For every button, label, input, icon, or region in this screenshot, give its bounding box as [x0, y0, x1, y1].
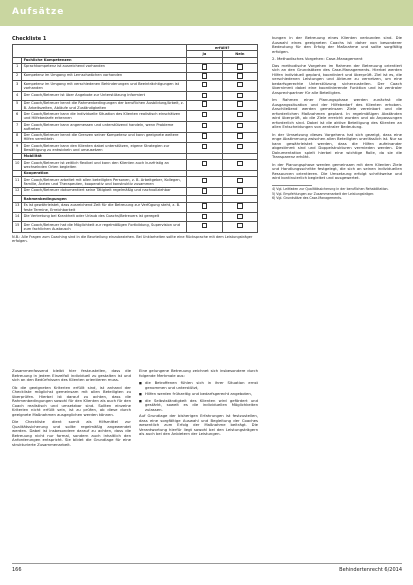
bullet-item: ■ Hilfen werden frühzeitig und bedarfsgerecht angeboten,: [139, 392, 258, 397]
checklist-table: [12, 44, 258, 233]
checklist-row: [13, 63, 258, 72]
section-label: Mobilität: [22, 153, 187, 159]
row-number: 9: [13, 143, 22, 154]
criterion-text: Der Coach/Betreuer dokumentiert seine Tätigkeit regelmäßig und nachvollziehbar: [22, 187, 187, 196]
row-number: 12: [13, 187, 22, 196]
criterion-text: Der Coach/Betreuer kennt die Grenzen seiner Kompetenz und kann geeignete weitere Hilfen vermitteln: [22, 132, 187, 143]
checkbox-ja[interactable]: [202, 93, 208, 99]
checkbox-ja[interactable]: [202, 101, 208, 107]
criterion-text: Der Coach/Betreuer hat die Möglichkeit zur regelmäßigen Fortbildung, Supervision und zum fachlichen Austausch: [22, 222, 187, 233]
checklist-row: [13, 143, 258, 154]
checklist-row: [13, 92, 258, 101]
checkbox-cell-ja: [187, 111, 222, 122]
criterion-text: Der Coach/Betreuer kann die individuelle Situation des Klienten realistisch einschätzen und Hilfebedarfe erkennen: [22, 111, 187, 122]
checklist-col-header: erfüllt?: [187, 45, 258, 51]
paragraph: Eine gelungene Betreuung zeichnet sich insbesondere durch folgende Merkmale aus:: [139, 368, 258, 378]
checkbox-cell-ja: [187, 202, 222, 213]
checkbox-cell-ja: [187, 81, 222, 92]
paragraph: In der Planungsphase werden gemeinsam mit dem Klienten Ziele und Handlungsschritte festgelegt, die sich an seinen individuellen Ressourcen orientieren. Die Umsetzung erfolgt schrittweise und wird kontinuierlich begleitet und ausgewertet.: [272, 161, 402, 181]
checklist-row: [13, 100, 258, 111]
checkbox-ja[interactable]: [202, 73, 208, 79]
checklist-row: [13, 122, 258, 133]
checklist-row: [13, 160, 258, 171]
checkbox-ja[interactable]: [202, 214, 208, 220]
checkbox-nein[interactable]: [237, 223, 243, 229]
row-number: 1: [13, 63, 22, 72]
row-number: 14: [13, 213, 22, 222]
checkbox-cell-ja: [187, 222, 222, 233]
checklist-row: [13, 111, 258, 122]
checkbox-cell-nein: [222, 132, 257, 143]
checklist-row: [13, 202, 258, 213]
checkbox-cell-nein: [222, 100, 257, 111]
criterion-text: Der Coach/Betreuer kennt die Rahmenbedingungen der beruflichen Ausbildung/Arbeit, z. B. Arbeitszeiten, Abläufe und Zuständigkeiten: [22, 100, 187, 111]
checkbox-cell-nein: [222, 160, 257, 171]
body-text-left: [12, 369, 258, 450]
checkbox-nein[interactable]: [237, 101, 243, 107]
paragraph: In der Umsetzung dieses Vorgehens hat sich gezeigt, dass eine enge Abstimmung zwischen allen Beteiligten unerlässlich ist. Nur so kann gewährleistet werden, dass die Hilfen aufeinander abgestimmt sind und Doppelstrukturen vermieden werden. Die Dokumentation spielt hierbei eine wichtige Rolle, da sie die Transparenz erhöht.: [272, 131, 402, 160]
criterion-text: Der Coach/Betreuer arbeitet mit allen beteiligten Personen, z. B. Arbeitgeber, Kollegen, Familie, Ärzten und Therapeuten, kooperativ und konstruktiv zusammen: [22, 177, 187, 188]
checkbox-ja[interactable]: [202, 144, 208, 150]
paragraph: Zusammenfassend bleibt hier festzustellen, dass die Betreuung in jedem Einzelfall individuell zu gestalten ist und sich an den Bedürfnissen des Klienten orientieren muss.: [12, 368, 131, 382]
row-number: 10: [13, 160, 22, 171]
criterion-text: Es ist gewährleistet, dass ausreichend Zeit für die Betreuung zur Verfügung steht, z. B. feste Termine, Erreichbarkeit: [22, 202, 187, 213]
checkbox-ja[interactable]: [202, 188, 208, 194]
checkbox-nein[interactable]: [237, 93, 243, 99]
bullet-item: ■ die Betroffenen fühlen sich in ihrer Situation ernst genommen und unterstützt,: [139, 381, 258, 390]
checkbox-nein[interactable]: [237, 178, 243, 184]
checkbox-cell-ja: [187, 92, 222, 101]
checkbox-nein[interactable]: [237, 203, 243, 209]
checklist-row: [13, 132, 258, 143]
checkbox-ja[interactable]: [202, 203, 208, 209]
bullet-item: ■ die Selbstständigkeit des Klienten wird gefördert und gestärkt, soweit es die individuellen Möglichkeiten zulassen.: [139, 399, 258, 413]
footnote: 4) Vgl. Leitfaden zur Qualitätssicherung in der beruflichen Rehabilitation.: [272, 186, 389, 191]
checkbox-cell-nein: [222, 213, 257, 222]
paragraph: Ob die geeigneten Kriterien erfüllt sind, ist anhand der Checkliste möglichst gemeinsam mit allen Beteiligten zu überprüfen. Hierbei ist darauf zu achten, dass die Rahmenbedingungen sowohl für den Klienten als auch für den Coach realistisch und umsetzbar sind. Sollten einzelne Kriterien nicht erfüllt sein, ist zu prüfen, ob diese durch geeignete Maßnahmen ausgeglichen werden können.: [12, 384, 131, 417]
footnote: 5) Vgl. Empfehlungen zur Zusammenarbeit der Leistungsträger.: [272, 191, 375, 196]
checkbox-cell-nein: [222, 63, 257, 72]
checkbox-nein[interactable]: [237, 123, 243, 129]
checkbox-cell-nein: [222, 143, 257, 154]
page-number: 166: [12, 567, 22, 573]
checkbox-cell-ja: [187, 160, 222, 171]
checkbox-nein[interactable]: [237, 144, 243, 150]
checkbox-cell-nein: [222, 72, 257, 81]
paragraph: Das methodische Vorgehen im Rahmen der Betreuung orientiert sich an den Grundsätzen des Case-Managements. Hierbei werden Hilfen individuell geplant, koordiniert und überprüft. Ziel ist es, die verschiedenen Leistungen und Akteure zu vernetzen, um eine bedarfsgerechte Unterstützung sicherzustellen. Der Coach übernimmt dabei eine koordinierende Funktion und ist zentraler Ansprechpartner für alle Beteiligten.: [272, 62, 402, 95]
checkbox-cell-ja: [187, 100, 222, 111]
criterion-text: Der Coach/Betreuer ist über Angebote zur Unterstützung informiert: [22, 92, 187, 101]
checklist-row: [13, 81, 258, 92]
checkbox-nein[interactable]: [237, 161, 243, 167]
paragraph: Im Rahmen einer Planungsphase werden zunächst die Ausgangssituation und der Hilfebedarf des Klienten erhoben. Anschließend werden gemeinsam Ziele vereinbart und die erforderlichen Maßnahmen geplant. In regelmäßigen Abständen wird überprüft, ob die Ziele erreicht wurden und ob Anpassungen erforderlich sind. Dabei ist die aktive Beteiligung des Klienten an allen Entscheidungen von zentraler Bedeutung.: [272, 97, 402, 130]
criterion-text: Der Coach/Betreuer kann den Klienten dabei unterstützen, eigene Strategien zur Bewältigung zu entwickeln und umzusetzen: [22, 143, 187, 154]
checklist-note: N.B.: Alle Fragen zum Coaching sind in die Beurteilung einzubeziehen. Bei Unklarheiten sollte eine Rücksprache mit dem Leistungsträger erfolgen.: [12, 234, 253, 243]
checkbox-cell-nein: [222, 222, 257, 233]
footer-rule: [12, 563, 402, 564]
row-number: 11: [13, 177, 22, 188]
checkbox-cell-nein: [222, 202, 257, 213]
checklist-col-ja: Ja: [187, 51, 222, 57]
checklist-row: [13, 222, 258, 233]
right-column: [272, 36, 402, 202]
journal-name: Behindertenrecht 6/2014: [339, 567, 402, 573]
checkbox-nein[interactable]: [237, 112, 243, 118]
checklist-row: [13, 187, 258, 196]
checkbox-ja[interactable]: [202, 223, 208, 229]
footnote: 6) Vgl. Grundsätze des Case-Managements.: [272, 196, 343, 201]
checkbox-ja[interactable]: [202, 123, 208, 129]
criterion-text: Kompetenz im Umgang mit Lernschwächen vorhanden: [22, 72, 187, 81]
header-band: [0, 0, 413, 26]
checkbox-cell-ja: [187, 187, 222, 196]
row-number: 5: [13, 100, 22, 111]
checkbox-nein[interactable]: [237, 82, 243, 88]
checklist-row: [13, 213, 258, 222]
checkbox-ja[interactable]: [202, 112, 208, 118]
checkbox-cell-nein: [222, 177, 257, 188]
checkbox-cell-ja: [187, 213, 222, 222]
checkbox-cell-nein: [222, 187, 257, 196]
row-number: 7: [13, 122, 22, 133]
criterion-text: Sprachkompetenz ist ausreichend vorhanden: [22, 63, 187, 72]
checkbox-nein[interactable]: [237, 64, 243, 70]
row-number: 8: [13, 132, 22, 143]
section-label: Rahmenbedingungen: [22, 196, 187, 202]
checkbox-nein[interactable]: [237, 188, 243, 194]
checkbox-cell-ja: [187, 63, 222, 72]
checkbox-ja[interactable]: [202, 178, 208, 184]
paragraph: Die Checkliste dient somit als Hilfsmittel zur Qualitätssicherung und sollte regelmäßig angewendet werden. Dabei ist insbesondere darauf zu achten, dass die Betreuung nicht nur formal, sondern auch inhaltlich den Anforderungen entspricht. Sie bildet die Grundlage für eine strukturierte Zusammenarbeit.: [12, 419, 131, 447]
row-number: 6: [13, 111, 22, 122]
checklist-row: [13, 72, 258, 81]
section-label: Kooperation: [22, 170, 187, 176]
checkbox-nein[interactable]: [237, 133, 243, 139]
checkbox-cell-ja: [187, 132, 222, 143]
criterion-text: Der Coach/Betreuer ist zeitlich flexibel und kann den Klienten auch kurzfristig an wechselnden Orten begleiten: [22, 160, 187, 171]
checkbox-ja[interactable]: [202, 64, 208, 70]
row-number: 13: [13, 202, 22, 213]
checkbox-ja[interactable]: [202, 161, 208, 167]
checkbox-nein[interactable]: [237, 214, 243, 220]
checkbox-cell-nein: [222, 111, 257, 122]
criterion-text: Der Coach/Betreuer kann angemessen und unterstützend handeln, wenn Probleme auftreten: [22, 122, 187, 133]
checklist-row: [13, 177, 258, 188]
body-col-2: [139, 369, 258, 450]
section-label: Fachliche Kompetenzen: [22, 57, 187, 63]
row-number: 3: [13, 81, 22, 92]
checklist-col-nein: Nein: [222, 51, 257, 57]
checkbox-cell-ja: [187, 122, 222, 133]
checkbox-ja[interactable]: [202, 82, 208, 88]
paragraph: Auf Grundlage der bisherigen Erfahrungen ist festzustellen, dass eine sorgfältige Auswahl und Begleitung der Coaches wesentlich zum Erfolg der Maßnahme beiträgt. Die Verantwortung hierfür liegt sowohl bei den Leistungsträgern als auch bei den Anbietern der Leistungen.: [139, 413, 258, 436]
paragraph: kungen in der Betreuung eines Klienten verbunden sind. Die Auswahl eines geeigneten Coachs ist daher von besonderer Bedeutung für den Erfolg der Maßnahme und sollte sorgfältig erfolgen.: [272, 35, 402, 54]
row-number: 4: [13, 92, 22, 101]
checkbox-cell-ja: [187, 143, 222, 154]
row-number: 2: [13, 72, 22, 81]
checklist-body: [13, 57, 258, 232]
checkbox-cell-nein: [222, 122, 257, 133]
checkbox-cell-nein: [222, 92, 257, 101]
checklist-blank-header: [13, 45, 187, 58]
checkbox-cell-ja: [187, 177, 222, 188]
section-heading: 2. Methodisches Vorgehen: Case-Management: [272, 56, 363, 61]
checklist-column: [12, 36, 258, 243]
criterion-text: Kompetenz im Umgang mit verschiedenen Behinderungen und Beeinträchtigungen ist vorhanden: [22, 81, 187, 92]
checklist-title: Checkliste 1: [12, 36, 47, 42]
checkbox-cell-ja: [187, 72, 222, 81]
body-col-1: [12, 369, 131, 450]
checkbox-ja[interactable]: [202, 133, 208, 139]
checkbox-cell-nein: [222, 81, 257, 92]
footnote-rule: [272, 185, 312, 186]
section-label: Aufsätze: [12, 7, 65, 17]
criterion-text: Die Vertretung bei Krankheit oder Urlaub des Coachs/Betreuers ist geregelt: [22, 213, 187, 222]
row-number: 15: [13, 222, 22, 233]
checkbox-nein[interactable]: [237, 73, 243, 79]
